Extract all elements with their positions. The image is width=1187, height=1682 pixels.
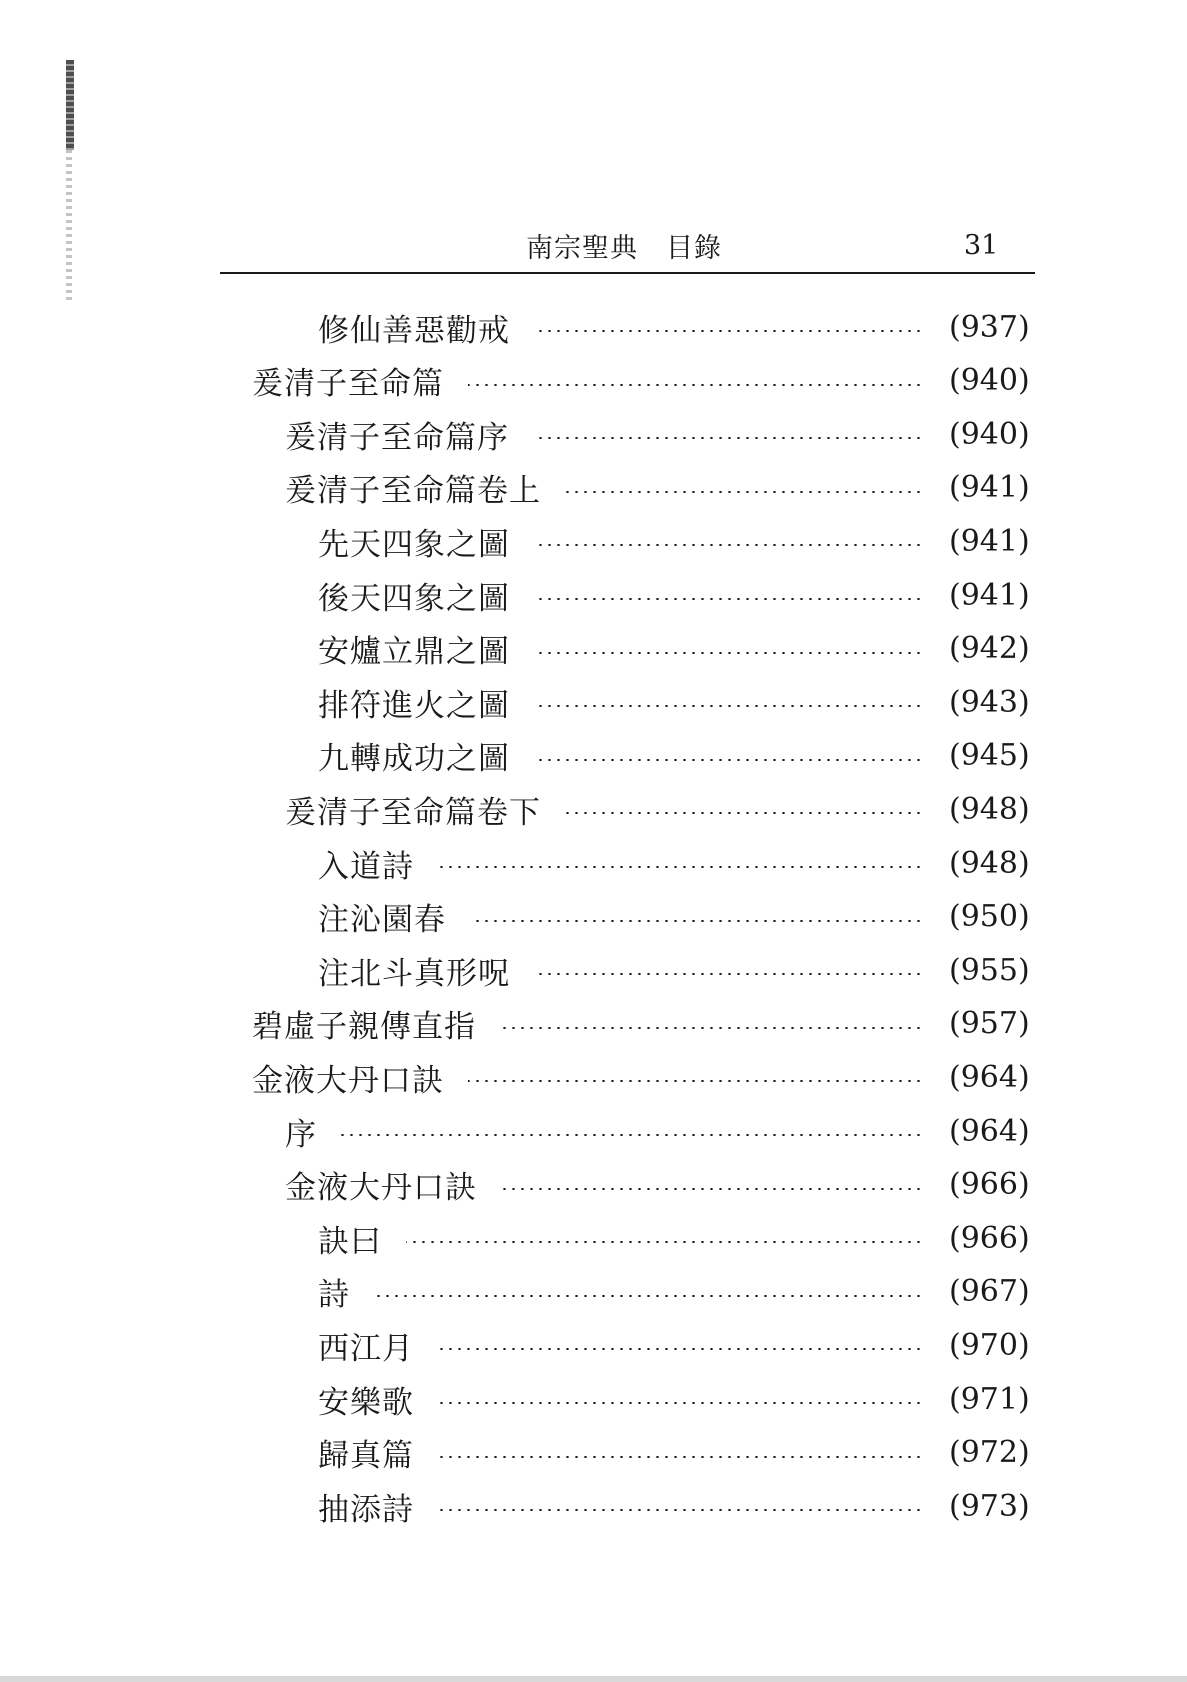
toc-entry-title: 爰清子至命篇卷下 [285,794,541,831]
toc-entry-title: 注北斗真形呪 [318,955,510,992]
dot-leader [438,866,923,868]
toc-entry [0,1318,1187,1372]
dot-leader [438,1456,923,1458]
scan-bottom-edge [0,1676,1187,1682]
toc-entry-title: 爰清子至命篇序 [285,419,509,456]
toc-entry [0,1426,1187,1480]
toc-entry-page: (942) [949,631,1030,667]
running-title: 南宗聖典 目錄 [526,233,722,264]
toc-entry [0,1372,1187,1426]
toc-entry-page: (970) [949,1327,1030,1363]
toc-entry [0,514,1187,568]
dot-leader [438,1509,923,1511]
dot-leader [534,705,923,707]
dot-leader [468,1080,923,1082]
dot-leader [341,1134,923,1136]
toc-entry-page: (941) [949,523,1030,559]
dot-leader [533,437,923,439]
toc-entry [0,782,1187,836]
toc-entry-page: (967) [949,1274,1030,1310]
scan-edge-artifact [66,150,72,300]
dot-leader [500,1027,923,1029]
toc-entry [0,836,1187,890]
toc-entry-title: 爰清子至命篇卷上 [285,473,541,510]
dot-leader [406,1241,923,1243]
toc-entry [0,675,1187,729]
scan-edge-artifact [66,60,74,150]
toc-entry-page: (940) [949,363,1030,399]
toc-entry-title: 序 [285,1116,317,1153]
toc-entry [0,1211,1187,1265]
toc-entry [0,1050,1187,1104]
toc-entry-page: (943) [949,684,1030,720]
toc-entry-title: 後天四象之圖 [318,580,510,617]
toc-entry [0,461,1187,515]
toc-entry [0,1104,1187,1158]
toc-entry-page: (950) [949,899,1030,935]
toc-entry-page: (937) [949,309,1030,345]
dot-leader [534,759,923,761]
toc-entry-title: 碧虛子親傳直指 [252,1009,476,1046]
running-head [0,226,1187,266]
dot-leader [374,1295,923,1297]
toc-entry-title: 詩 [318,1277,350,1314]
toc-entry [0,1479,1187,1533]
toc-entry-page: (945) [949,738,1030,774]
toc-entry [0,622,1187,676]
toc-entry-page: (966) [949,1167,1030,1203]
toc-entry-page: (940) [949,416,1030,452]
header-rule [220,272,1035,274]
toc-entry-page: (957) [949,1006,1030,1042]
dot-leader [534,598,923,600]
toc-entry-title: 西江月 [318,1330,414,1367]
dot-leader [534,973,923,975]
toc-entry-page: (941) [949,470,1030,506]
toc-entry-title: 排符進火之圖 [318,687,510,724]
toc-entry-title: 安樂歌 [318,1384,414,1421]
toc-entry-page: (971) [949,1381,1030,1417]
toc-entry [0,890,1187,944]
toc-entry [0,300,1187,354]
toc-entry-title: 爰清子至命篇 [252,366,444,403]
toc-entry-title: 安爐立鼎之圖 [318,634,510,671]
toc-entry-page: (964) [949,1059,1030,1095]
dot-leader [501,1188,923,1190]
toc-entry [0,997,1187,1051]
toc-entry-title: 修仙善惡勸戒 [318,312,510,349]
toc-entry-title: 金液大丹口訣 [252,1062,444,1099]
page-number: 31 [964,230,999,261]
dot-leader [565,491,923,493]
toc-entry-title: 先天四象之圖 [318,526,510,563]
dot-leader [468,384,923,386]
dot-leader [438,1402,923,1404]
toc-entry-title: 金液大丹口訣 [285,1170,477,1207]
toc-entry [0,568,1187,622]
toc-entry-page: (973) [949,1488,1030,1524]
dot-leader [534,330,923,332]
toc-entry-page: (948) [949,791,1030,827]
toc-entry-page: (955) [949,952,1030,988]
toc-entry-page: (941) [949,577,1030,613]
toc-entry-page: (948) [949,845,1030,881]
toc-entry [0,1158,1187,1212]
toc-entry-page: (972) [949,1435,1030,1471]
toc-entry [0,1265,1187,1319]
toc-entry [0,729,1187,783]
dot-leader [438,1348,923,1350]
toc-entry-title: 入道詩 [318,848,414,885]
toc-entry-title: 抽添詩 [318,1491,414,1528]
toc-entry-title: 九轉成功之圖 [318,741,510,778]
toc-entry [0,407,1187,461]
dot-leader [565,812,923,814]
toc-entry-title: 歸真篇 [318,1438,414,1475]
dot-leader [470,920,923,922]
toc-entry-title: 訣曰 [318,1223,382,1260]
toc-entry [0,354,1187,408]
dot-leader [534,652,923,654]
toc-entry-title: 注沁園春 [318,902,446,939]
toc-entry-page: (966) [949,1220,1030,1256]
toc-entry-page: (964) [949,1113,1030,1149]
dot-leader [534,544,923,546]
toc-entry [0,943,1187,997]
